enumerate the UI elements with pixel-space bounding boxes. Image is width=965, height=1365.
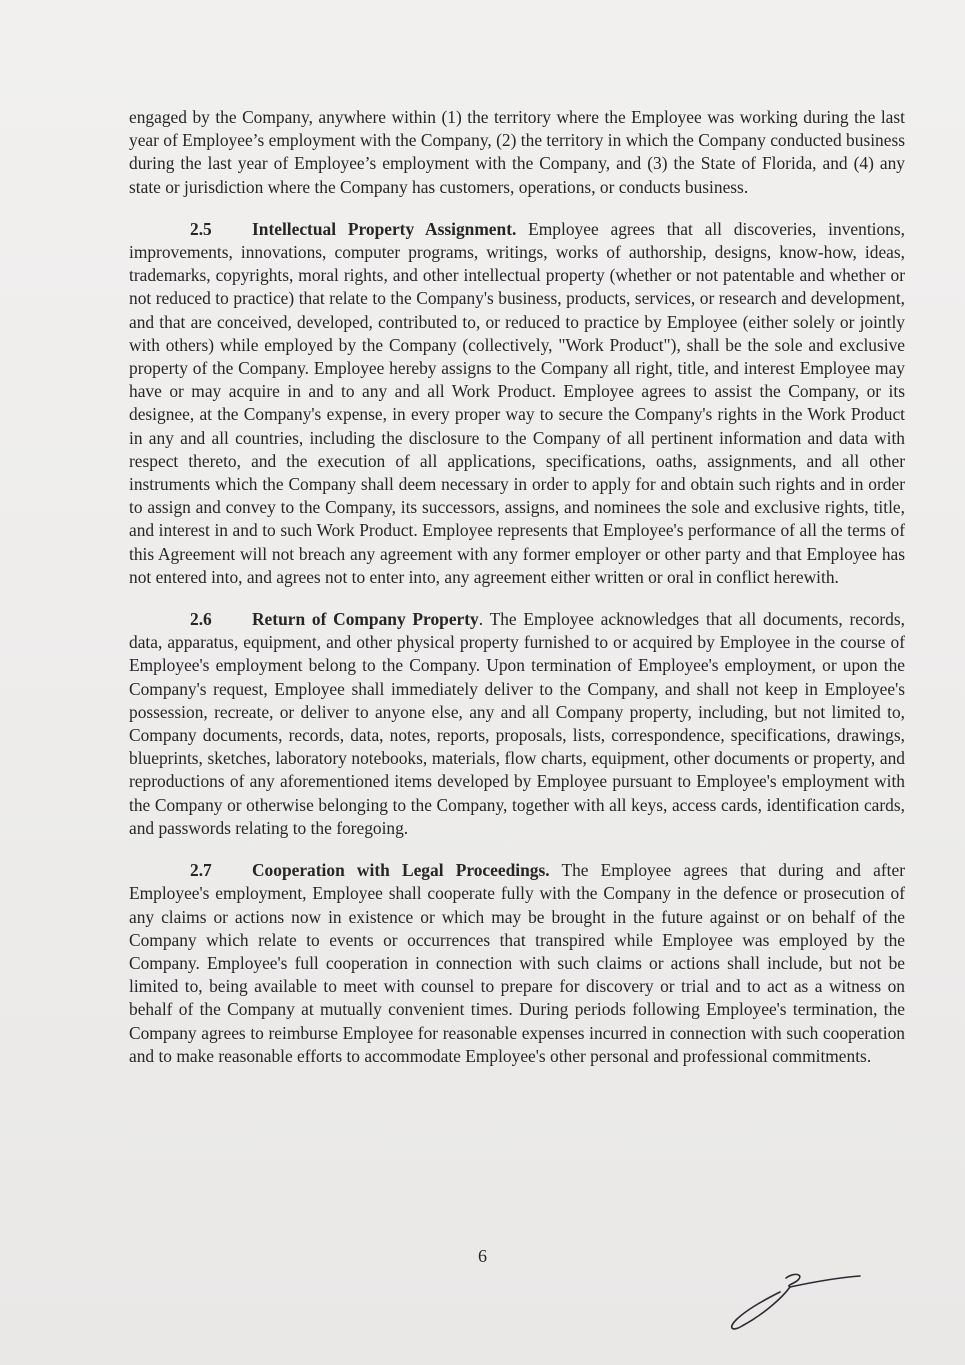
document-body xyxy=(129,106,905,1087)
intro-paragraph: engaged by the Company, anywhere within (1) the territory where the Employee was working during the last year of Employee’s employment with the Company, (2) the territory in which the Company conducted business during the last year of Employee’s employment with the Company, and (3) the State of Florida, and (4) any state or jurisdiction where the Company has customers, operations, or conducts business. xyxy=(129,107,905,197)
section-body: . The Employee acknowledges that all documents, records, data, apparatus, equipment, and other physical property furnished to or acquired by Employee in the course of Employee's employment belong to the Company. Upon termination of Employee's employment, or upon the Company's request, Employee shall immediately deliver to the Company, and shall not keep in Employee's possession, recreate, or deliver to anyone else, any and all Company property, including, but not limited to, Company documents, records, data, notes, reports, proposals, lists, correspondence, specifications, drawings, blueprints, sketches, laboratory notebooks, materials, flow charts, equipment, other documents or property, and reproductions of any aforementioned items developed by Employee pursuant to Employee's employment with the Company or otherwise belonging to the Company, together with all keys, access cards, identification cards, and passwords relating to the foregoing. xyxy=(129,609,905,838)
page-number: 6 xyxy=(478,1246,487,1266)
section-title: Return of Company Property xyxy=(252,609,479,630)
section-2-6 xyxy=(129,608,905,840)
section-2-5 xyxy=(129,218,905,589)
section-number: 2.6 xyxy=(190,609,212,630)
section-2-7 xyxy=(129,859,905,1068)
section-title: Cooperation with Legal Proceedings. xyxy=(252,860,550,881)
section-body: The Employee agrees that during and after Employee's employment, Employee shall cooperate fully with the Company in the defence or prosecution of any claims or actions now in existence or which may be brought in the future against or on behalf of the Company which relate to events or occurrences that transpired while Employee was employed by the Company. Employee's full cooperation in connection with such claims or actions shall include, but not be limited to, being available to meet with counsel to prepare for discovery or trial and to act as a witness on behalf of the Company at mutually convenient times. During periods following Employee's termination, the Company agrees to reimburse Employee for reasonable expenses incurred in connection with such cooperation and to make reasonable efforts to accommodate Employee's other personal and professional commitments. xyxy=(129,860,905,1066)
section-number: 2.5 xyxy=(190,218,212,239)
signature-icon xyxy=(724,1266,864,1336)
section-number: 2.7 xyxy=(190,860,212,881)
section-body: Employee agrees that all discoveries, inventions, improvements, innovations, computer programs, writings, works of authorship, designs, know-how, ideas, trademarks, copyrights, moral rights, and other intellectual property (whether or not patentable and whether or not reduced to practice) that relate to the Company's business, products, services, or research and development, and that are conceived, developed, contributed to, or reduced to practice by Employee (either solely or jointly with others) while employed by the Company (collectively, "Work Product"), shall be the sole and exclusive property of the Company. Employee hereby assigns to the Company all right, title, and interest Employee may have or may acquire in and to any and all Work Product. Employee agrees to assist the Company, or its designee, at the Company's expense, in every proper way to secure the Company's rights in the Work Product in any and all countries, including the disclosure to the Company of all pertinent information and data with respect thereto, and the execution of all applications, specifications, oaths, assignments, and all other instruments which the Company shall deem necessary in order to apply for and obtain such rights and in order to assign and convey to the Company, its successors, assigns, and nominees the sole and exclusive rights, title, and interest in and to such Work Product. Employee represents that Employee's performance of all the terms of this Agreement will not breach any agreement with any former employer or other party and that Employee has not entered into, and agrees not to enter into, any agreement either written or oral in conflict herewith. xyxy=(129,218,905,587)
section-title: Intellectual Property Assignment. xyxy=(252,218,517,239)
